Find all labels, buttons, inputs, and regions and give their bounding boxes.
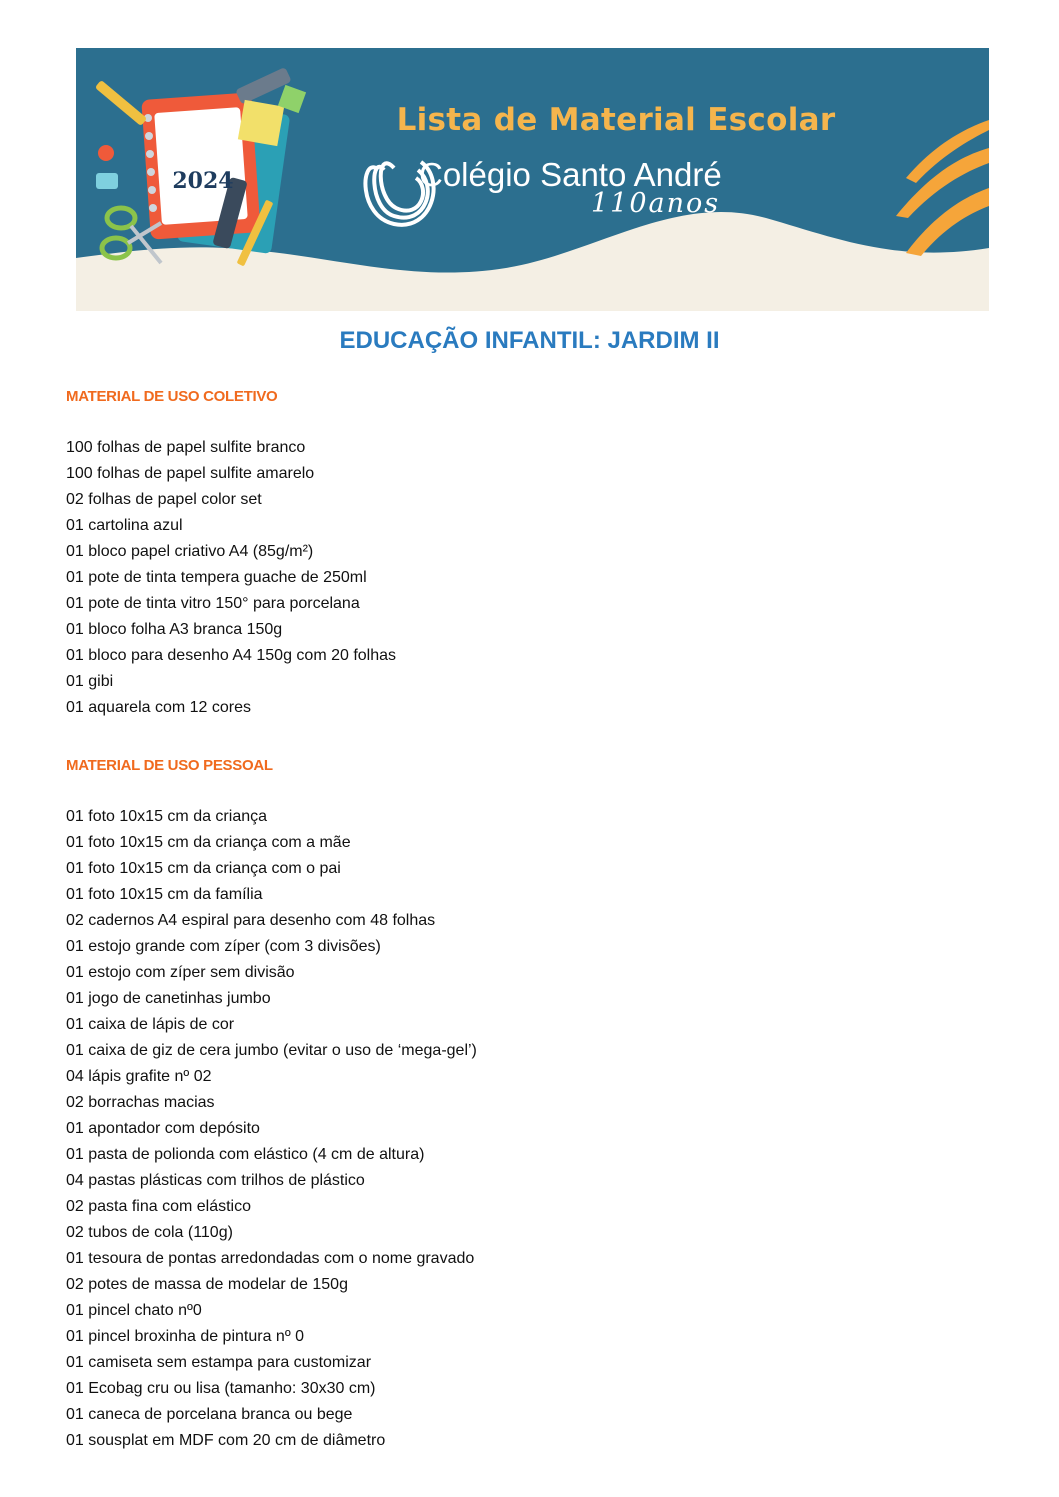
list-item: 01 jogo de canetinhas jumbo: [66, 990, 271, 1007]
list-item: 02 potes de massa de modelar de 150g: [66, 1276, 348, 1293]
list-item: 01 bloco folha A3 branca 150g: [66, 621, 283, 638]
banner-title: Lista de Material Escolar: [396, 102, 836, 138]
list-item: 01 aquarela com 12 cores: [66, 699, 251, 716]
list-item: 04 lápis grafite nº 02: [66, 1068, 212, 1085]
list-item: 02 cadernos A4 espiral para desenho com 48 folhas: [66, 912, 436, 929]
list-item: 01 camiseta sem estampa para customizar: [66, 1354, 372, 1371]
header-banner: [76, 48, 989, 311]
list-item: 01 pote de tinta tempera guache de 250ml: [66, 569, 367, 586]
list-item: 100 folhas de papel sulfite amarelo: [66, 465, 315, 482]
list-item: 01 pincel broxinha de pintura nº 0: [66, 1328, 305, 1345]
list-item: 02 borrachas macias: [66, 1094, 215, 1111]
list-item: 02 pasta fina com elástico: [66, 1198, 251, 1215]
list-item: 01 tesoura de pontas arredondadas com o nome gravado: [66, 1250, 475, 1267]
list-item: 01 foto 10x15 cm da criança com o pai: [66, 860, 341, 877]
list-item: 01 pincel chato nº0: [66, 1302, 202, 1319]
list-item: 01 bloco papel criativo A4 (85g/m²): [66, 543, 314, 560]
list-item: 01 caneca de porcelana branca ou bege: [66, 1406, 353, 1423]
list-item: 01 cartolina azul: [66, 517, 183, 534]
list-item: 01 foto 10x15 cm da criança com a mãe: [66, 834, 351, 851]
list-item: 01 sousplat em MDF com 20 cm de diâmetro: [66, 1432, 386, 1449]
list-item: 01 apontador com depósito: [66, 1120, 260, 1137]
list-item: 04 pastas plásticas com trilhos de plástico: [66, 1172, 365, 1189]
section-heading-pessoal: MATERIAL DE USO PESSOAL: [66, 757, 273, 774]
list-item: 01 estojo com zíper sem divisão: [66, 964, 295, 981]
list-item: 01 Ecobag cru ou lisa (tamanho: 30x30 cm): [66, 1380, 376, 1397]
list-item: 01 caixa de lápis de cor: [66, 1016, 235, 1033]
material-list-coletivo: [66, 435, 396, 721]
list-item: 02 folhas de papel color set: [66, 491, 262, 508]
list-item: 01 bloco para desenho A4 150g com 20 folhas: [66, 647, 397, 664]
list-item: 100 folhas de papel sulfite branco: [66, 439, 306, 456]
page-title: EDUCAÇÃO INFANTIL: JARDIM II: [339, 327, 720, 354]
list-item: 01 estojo grande com zíper (com 3 divisões): [66, 938, 381, 955]
list-item: 01 foto 10x15 cm da criança: [66, 808, 268, 825]
list-item: 01 gibi: [66, 673, 114, 690]
list-item: 01 pasta de polionda com elástico (4 cm de altura): [66, 1146, 425, 1163]
list-item: 02 tubos de cola (110g): [66, 1224, 233, 1241]
year-label: 2024: [172, 168, 234, 194]
list-item: 01 caixa de giz de cera jumbo (evitar o uso de ‘mega-gel’): [66, 1042, 477, 1059]
anniversary-label: 110anos: [591, 188, 721, 219]
school-name: Colégio Santo André: [419, 156, 722, 193]
list-item: 01 pote de tinta vitro 150° para porcelana: [66, 595, 360, 612]
material-list-pessoal: [66, 804, 477, 1454]
section-heading-coletivo: MATERIAL DE USO COLETIVO: [66, 388, 278, 405]
list-item: 01 foto 10x15 cm da família: [66, 886, 263, 903]
